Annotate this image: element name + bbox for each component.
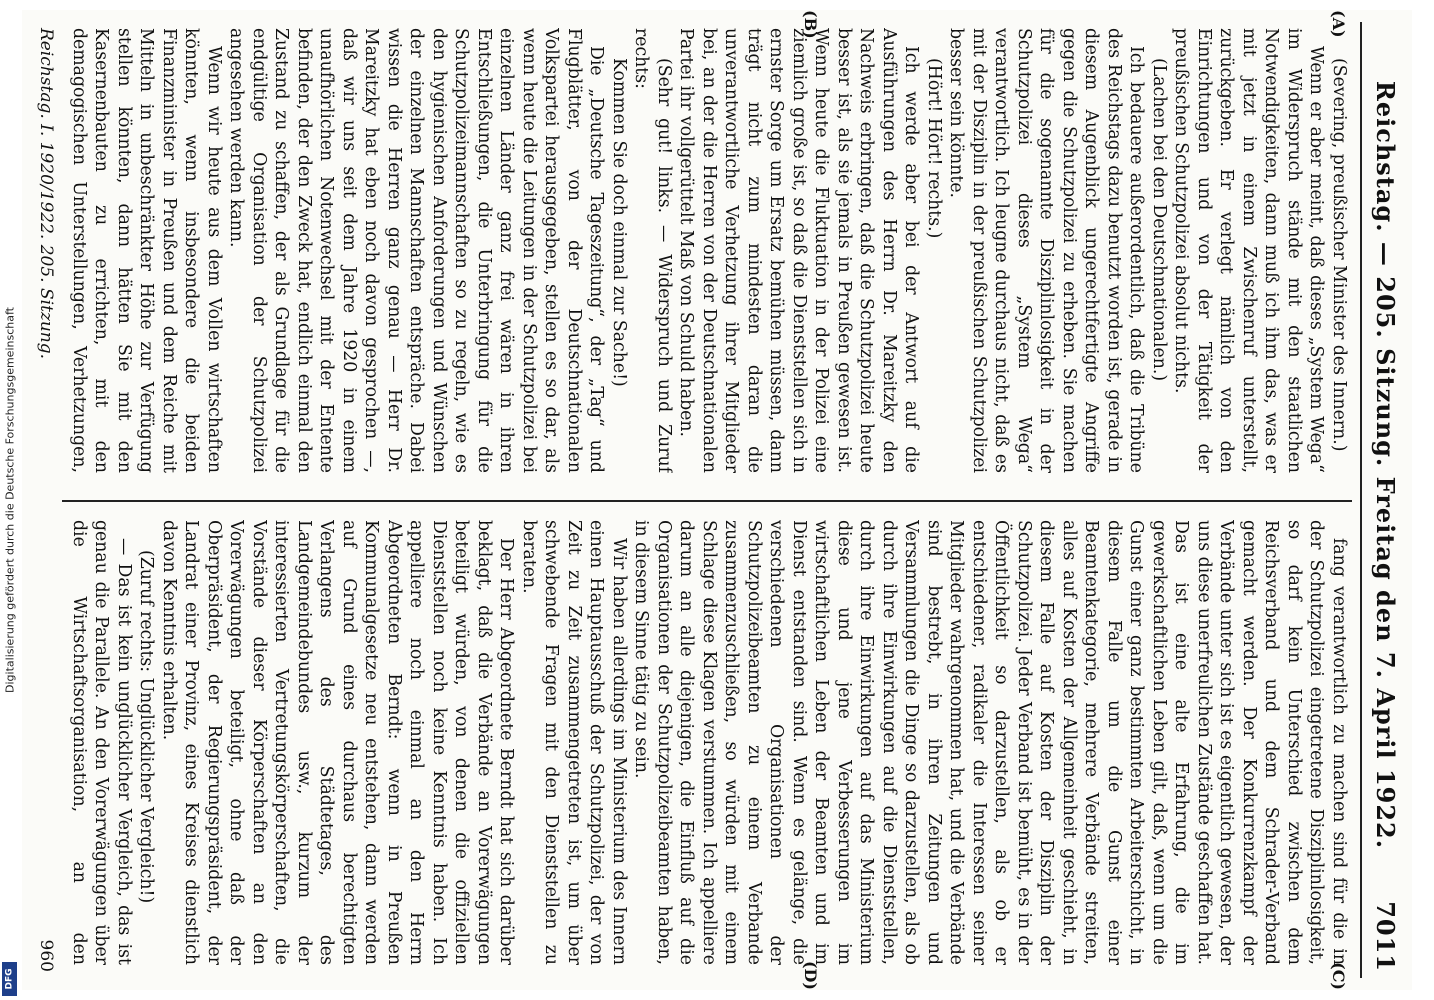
dfg-logo-text: DFG	[4, 968, 15, 990]
paragraph: Ich werde aber bei der Antwort auf die Ausführungen des Herrn Dr. Mareitzky den Nachweis erbringen, daß die Schutzpolizei heute besser ist, als sie jemals in Preußen gewesen ist. Wenn heute die Fluktuation in der Polizei eine ziemlich große ist, so daß die Dienststellen sich in ernster Sorge um Ersatz bemühen müssen, dann trägt nicht zum mindesten daran die unverantwortliche Verhetzung ihrer Mitglieder bei, an der die Herren von der Deutschnationalen Partei ihr vollgerüttelt Maß von Schuld haben.	[676, 28, 922, 473]
right-column	[67, 520, 1350, 965]
interjection: (Hört! Hört! rechts.)	[924, 58, 944, 239]
margin-mark-a: (A)	[1329, 10, 1348, 38]
dfg-logo-icon	[2, 962, 17, 996]
footer-number: 960	[36, 939, 56, 972]
interjection: (Sehr gut! links. — Widerspruch und Zuruf rechts:	[631, 28, 674, 473]
page-footer	[32, 28, 60, 972]
page-number: 7011	[1371, 901, 1400, 972]
paragraph: Wenn er aber meint, daß dieses „System Wega“ im Widerspruch stände mit den staatlichen Notwendigkeiten, dann muß ich ihm das, was er mit jetzt in einem Zwischenruf unterstellt, zurückgeben. Er verlegt nämlich von den Einrichtungen und von der Tätigkeit der preußischen Schutzpolizei absolut nichts.	[1171, 28, 1327, 473]
paragraph: Wir haben allerdings im Ministerium des Innern einen Hauptausschuß der Schutzpolizei, der von Zeit zu Zeit zusammengetreten ist, um über schwebende Fragen mit den Dienststellen zu beraten.	[519, 520, 629, 965]
digitization-credit: Digitalisierung gefördert durch die Deutsche Forschungsgemeinschaft	[3, 307, 17, 693]
margin-mark-d: (D)	[801, 960, 820, 990]
interjection: (Zuruf rechts: Unglücklicher Vergleich!)	[136, 550, 157, 904]
footer-signature: Reichstag. I. 1920/1922. 205. Sitzung.	[36, 28, 56, 360]
speaker-line: (Severing, preußischer Minister des Innern.)	[1329, 58, 1349, 452]
interjection: Kommen Sie doch einmal zur Sache!)	[609, 58, 629, 387]
margin-mark-c: (C)	[1329, 962, 1348, 990]
document-page	[22, 10, 1412, 990]
left-column	[67, 28, 1350, 473]
interjection: (Lachen bei den Deutschnationalen.)	[1149, 58, 1169, 382]
header-rule	[1360, 22, 1362, 978]
paragraph: Ich bedauere außerordentlich, daß die Tribüne des Reichstags dazu benutzt worden ist, gerade in diesem Augenblick ungerechtfertigte Angriffe gegen die Schutzpolizei zu erheben. Sie machen für die sogenannte Disziplinlosigkeit in der Schutzpolizei dieses „System Wega“ verantwortlich. Ich leugne durchaus nicht, daß es mit der Disziplin in der preußischen Schutzpolizei besser sein könnte.	[946, 28, 1147, 473]
digitization-sidebar	[1, 0, 19, 1000]
page-header	[1362, 28, 1404, 972]
paragraph: Die „Deutsche Tageszeitung“, der „Tag“ und Flugblätter, von der Deutschnationalen Volkspartei herausgegeben, stellen es so dar, als wenn heute die Leitungen in der Schutzpolizei bei einzelnen Länder ganz frei wären in ihren Entschließungen, die Unterbringung für die Schutzpolizeimannschaften so zu regeln, wie es den hygienischen Anforderungen und Wünschen der einzelnen Mannschaften entspräche. Dabei wissen die Herren ganz genau — Herr Dr. Mareitzky hat eben noch davon gesprochen —, daß wir uns seit dem Jahre 1920 in einem unaufhörlichen Notenwechsel mit der Entente befinden, der den Zweck hat, endlich einmal den Zustand zu schaffen, der als Grundlage für die endgültige Organisation der Schutzpolizei angesehen werden kann.	[226, 28, 607, 473]
margin-mark-b: (B)	[801, 10, 820, 39]
running-title: Reichstag. — 205. Sitzung. Freitag den 7. April 1922.	[1371, 80, 1400, 850]
column-divider	[62, 500, 1352, 502]
paragraph: fang verantwortlich zu machen sind für die in der Schutzpolizei eingetretene Disziplinlosigkeit, so darf kein Unterschied zwischen dem Reichsverband und dem Schrader-Verband gemacht werden. Der Konkurrenzkampf der Verbände unter sich ist es eigentlich gewesen, der uns diese unerfreulichen Zustände geschaffen hat. Das ist eine alte Erfahrung, die im gewerkschaftlichen Leben gilt, daß, wenn um die Gunst einer ganz bestimmten Arbeiterschicht, in diesem Falle um die Gunst einer Beamtenkategorie, mehrere Verbände streiten, alles auf Kosten der Allgemeinheit geschieht, in diesem Falle auf Kosten der Disziplin der Schutzpolizei. Jeder Verband ist bemüht, es in der Öffentlichkeit so darzustellen, als ob er entschiedener, radikaler die Interessen seiner Mitglieder wahrgenommen hat, und die Verbände sind bestrebt, in ihren Zeitungen und Versammlungen die Dinge so darzustellen, als ob durch ihre Einwirkungen auf die Dienststellen, durch ihre Einwirkungen auf das Ministerium diese und jene Verbesserungen im wirtschaftlichen Leben der Beamten und im Dienst entstanden sind. Wenn es gelänge, die verschiedenen Organisationen der Schutzpolizeibeamten zu einem Verbande zusammenzuschließen, so würden mit einem Schlage diese Klagen verstummen. Ich appelliere darum an alle diejenigen, die Einfluß auf die Organisationen der Schutzpolizeibeamten haben, in diesem Sinne tätig zu sein.	[631, 520, 1349, 965]
paragraph: Wenn wir heute aus dem Vollen wirtschaften könnten, wenn insbesondere die beiden Finanzminister in Preußen und dem Reiche mit Mitteln in unbeschränkter Höhe zur Verfügung stellen könnten, dann hätten Sie mit den Kasernenbauten zu errichten, mit den demagogischen Unterstellungen, Verhetzungen,	[69, 28, 224, 473]
paragraph: — Das ist kein unglücklicher Vergleich, das ist genau die Parallele. An den Vorerwägungen über die Wirtschaftsorganisation, an den	[69, 520, 134, 965]
paragraph: Der Herr Abgeordnete Berndt hat sich darüber beklagt, daß die Verbände an Vorerwägungen beteiligt würden, von denen die offiziellen Dienststellen noch keine Kenntnis haben. Ich appelliere noch einmal an den Herrn Abgeordneten Berndt: wenn in Preußen Kommunalgesetze neu entstehen, dann werden auf Grund eines durchaus berechtigten Verlangens des Städtetages, des Landgemeindebundes usw., kurzum der interessierten Vertretungskörperschaften, die Vorstände dieser Körperschaften an den Vorerwägungen beteiligt, ohne daß der Oberpräsident, der Regierungspräsident, der Landrat einer Provinz, eines Kreises dienstlich davon Kenntnis erhalten.	[159, 520, 517, 965]
